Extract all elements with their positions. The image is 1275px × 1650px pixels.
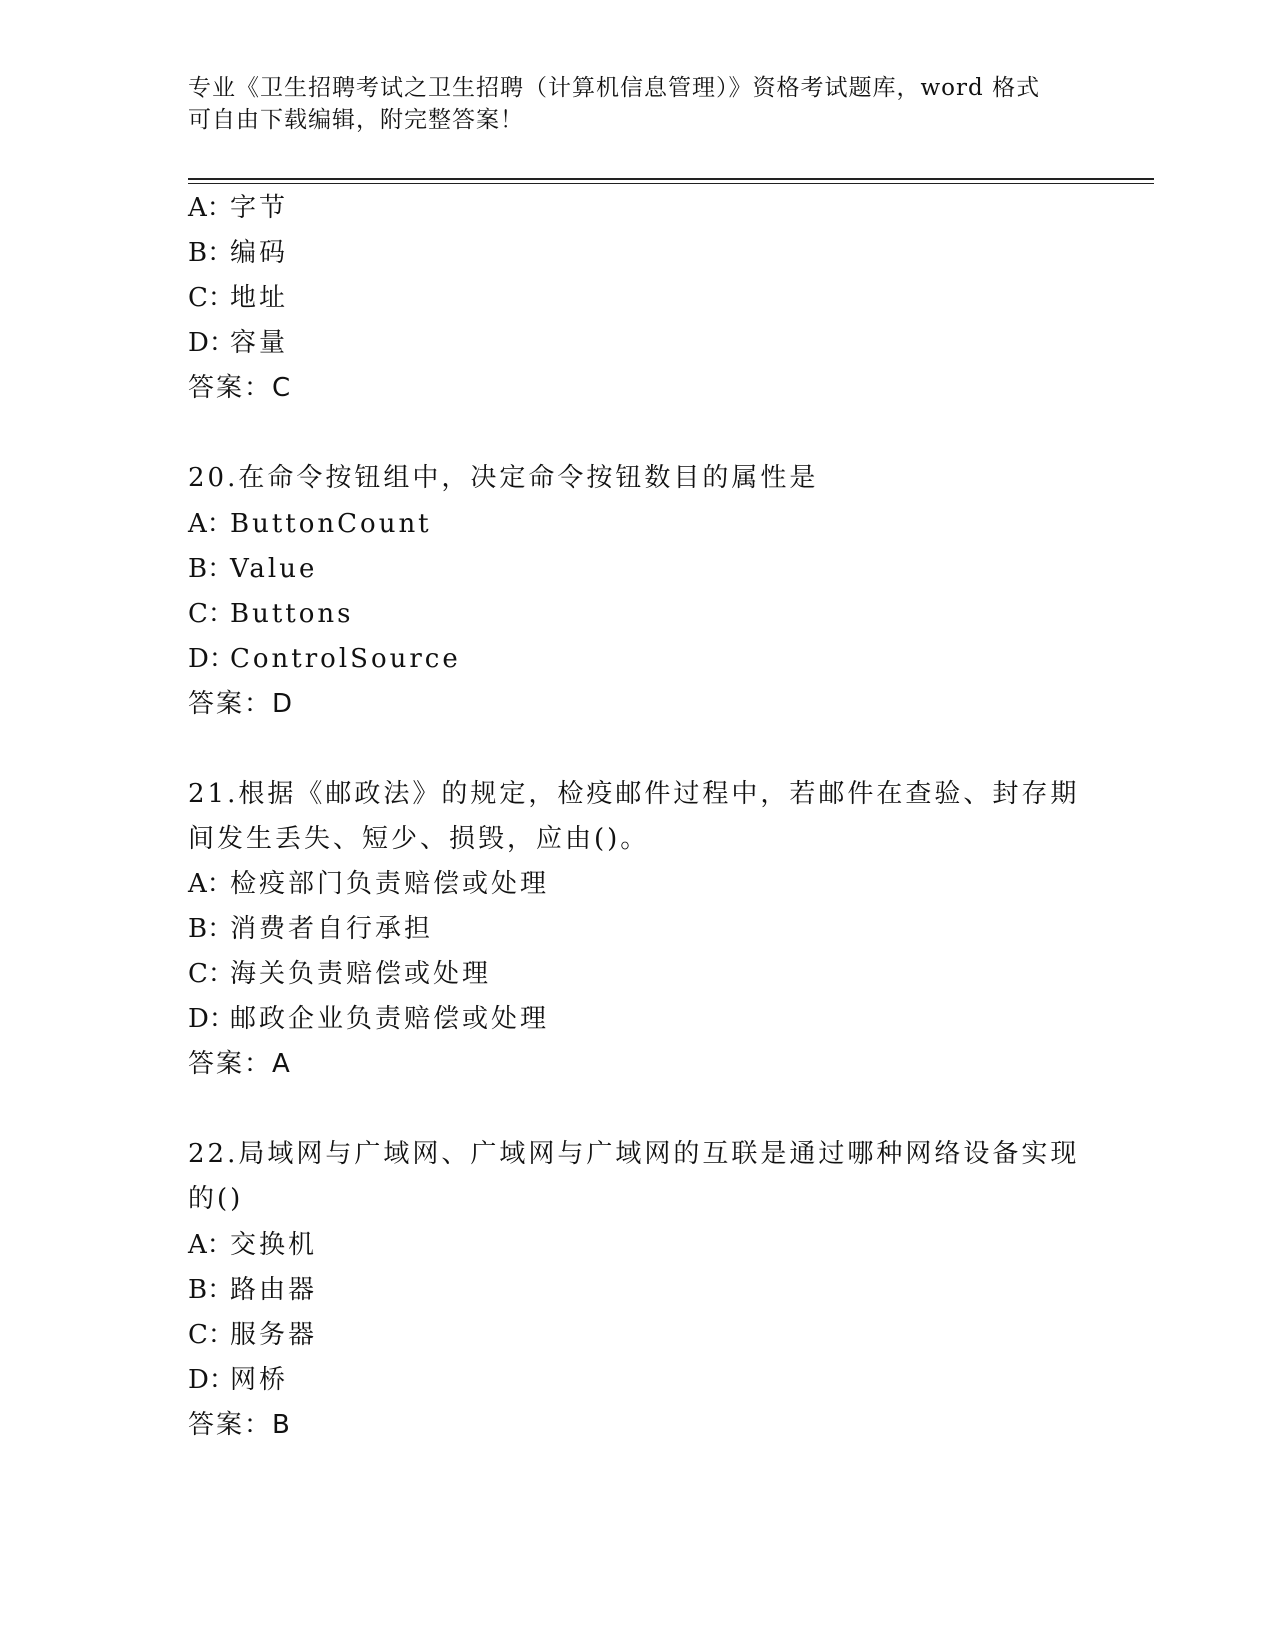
option-label: D： [188, 644, 235, 674]
option-text: 交换机 [230, 1230, 318, 1260]
q22-option-d [188, 1363, 288, 1397]
option-label: B： [188, 554, 234, 584]
option-text: 地址 [230, 283, 289, 313]
option-label: D： [188, 1365, 235, 1395]
option-text: 容量 [230, 328, 289, 358]
option-label: A： [188, 1230, 233, 1260]
q22-option-b [188, 1273, 317, 1307]
option-label: D： [188, 328, 235, 358]
option-label: D： [188, 1004, 235, 1034]
header-line-2: 可自由下载编辑，附完整答案！ [188, 107, 524, 133]
option-label: B： [188, 914, 234, 944]
q22-option-a [188, 1228, 317, 1262]
q21-stem-line-1: 21.根据《邮政法》的规定，检疫邮件过程中，若邮件在查验、封存期 [188, 779, 1080, 809]
header-divider-thick [188, 178, 1154, 180]
header-line-1: 专业《卫生招聘考试之卫生招聘（计算机信息管理）》资格考试题库，word 格式 [188, 75, 1041, 101]
option-text: ButtonCount [230, 509, 432, 539]
option-text: 服务器 [230, 1320, 318, 1350]
header-divider-thin [188, 183, 1154, 184]
q21-option-b [188, 912, 433, 946]
q19-option-a [188, 191, 288, 225]
option-label: B： [188, 238, 234, 268]
option-text: 邮政企业负责赔偿或处理 [230, 1004, 550, 1034]
option-text: 编码 [230, 238, 289, 268]
q21-option-c [188, 957, 491, 991]
q19-option-b [188, 236, 288, 270]
q21-option-d [188, 1002, 549, 1036]
option-text: 字节 [230, 193, 289, 223]
q19-answer: 答案：C [188, 373, 293, 403]
q21-stem-line-2: 间发生丢失、短少、损毁，应由()。 [188, 824, 650, 854]
option-text: 消费者自行承担 [230, 914, 434, 944]
option-label: A： [188, 509, 233, 539]
q22-stem-line-2: 的() [188, 1184, 244, 1214]
option-label: A： [188, 193, 233, 223]
option-label: A： [188, 869, 233, 899]
q22-option-c [188, 1318, 317, 1352]
q21-option-a [188, 867, 549, 901]
option-label: C： [188, 959, 234, 989]
q22-stem-line-1: 22.局域网与广域网、广域网与广域网的互联是通过哪种网络设备实现 [188, 1139, 1080, 1169]
document-header [188, 72, 1088, 136]
q20-option-c [188, 597, 354, 631]
q20-option-a [188, 507, 432, 541]
option-label: C： [188, 283, 234, 313]
q19-option-d [188, 326, 288, 360]
q20-answer: 答案：D [188, 689, 295, 719]
q20-option-d [188, 642, 461, 676]
option-text: 海关负责赔偿或处理 [230, 959, 492, 989]
option-text: 检疫部门负责赔偿或处理 [230, 869, 550, 899]
q21-answer: 答案：A [188, 1049, 292, 1079]
option-text: 路由器 [230, 1275, 318, 1305]
option-label: B： [188, 1275, 234, 1305]
option-text: Buttons [230, 599, 354, 629]
option-label: C： [188, 599, 234, 629]
option-text: ControlSource [230, 644, 461, 674]
q22-answer: 答案：B [188, 1410, 292, 1440]
q19-option-c [188, 281, 288, 315]
option-text: Value [230, 554, 318, 584]
option-label: C： [188, 1320, 234, 1350]
q20-stem: 20.在命令按钮组中，决定命令按钮数目的属性是 [188, 463, 819, 493]
q20-option-b [188, 552, 317, 586]
option-text: 网桥 [230, 1365, 289, 1395]
